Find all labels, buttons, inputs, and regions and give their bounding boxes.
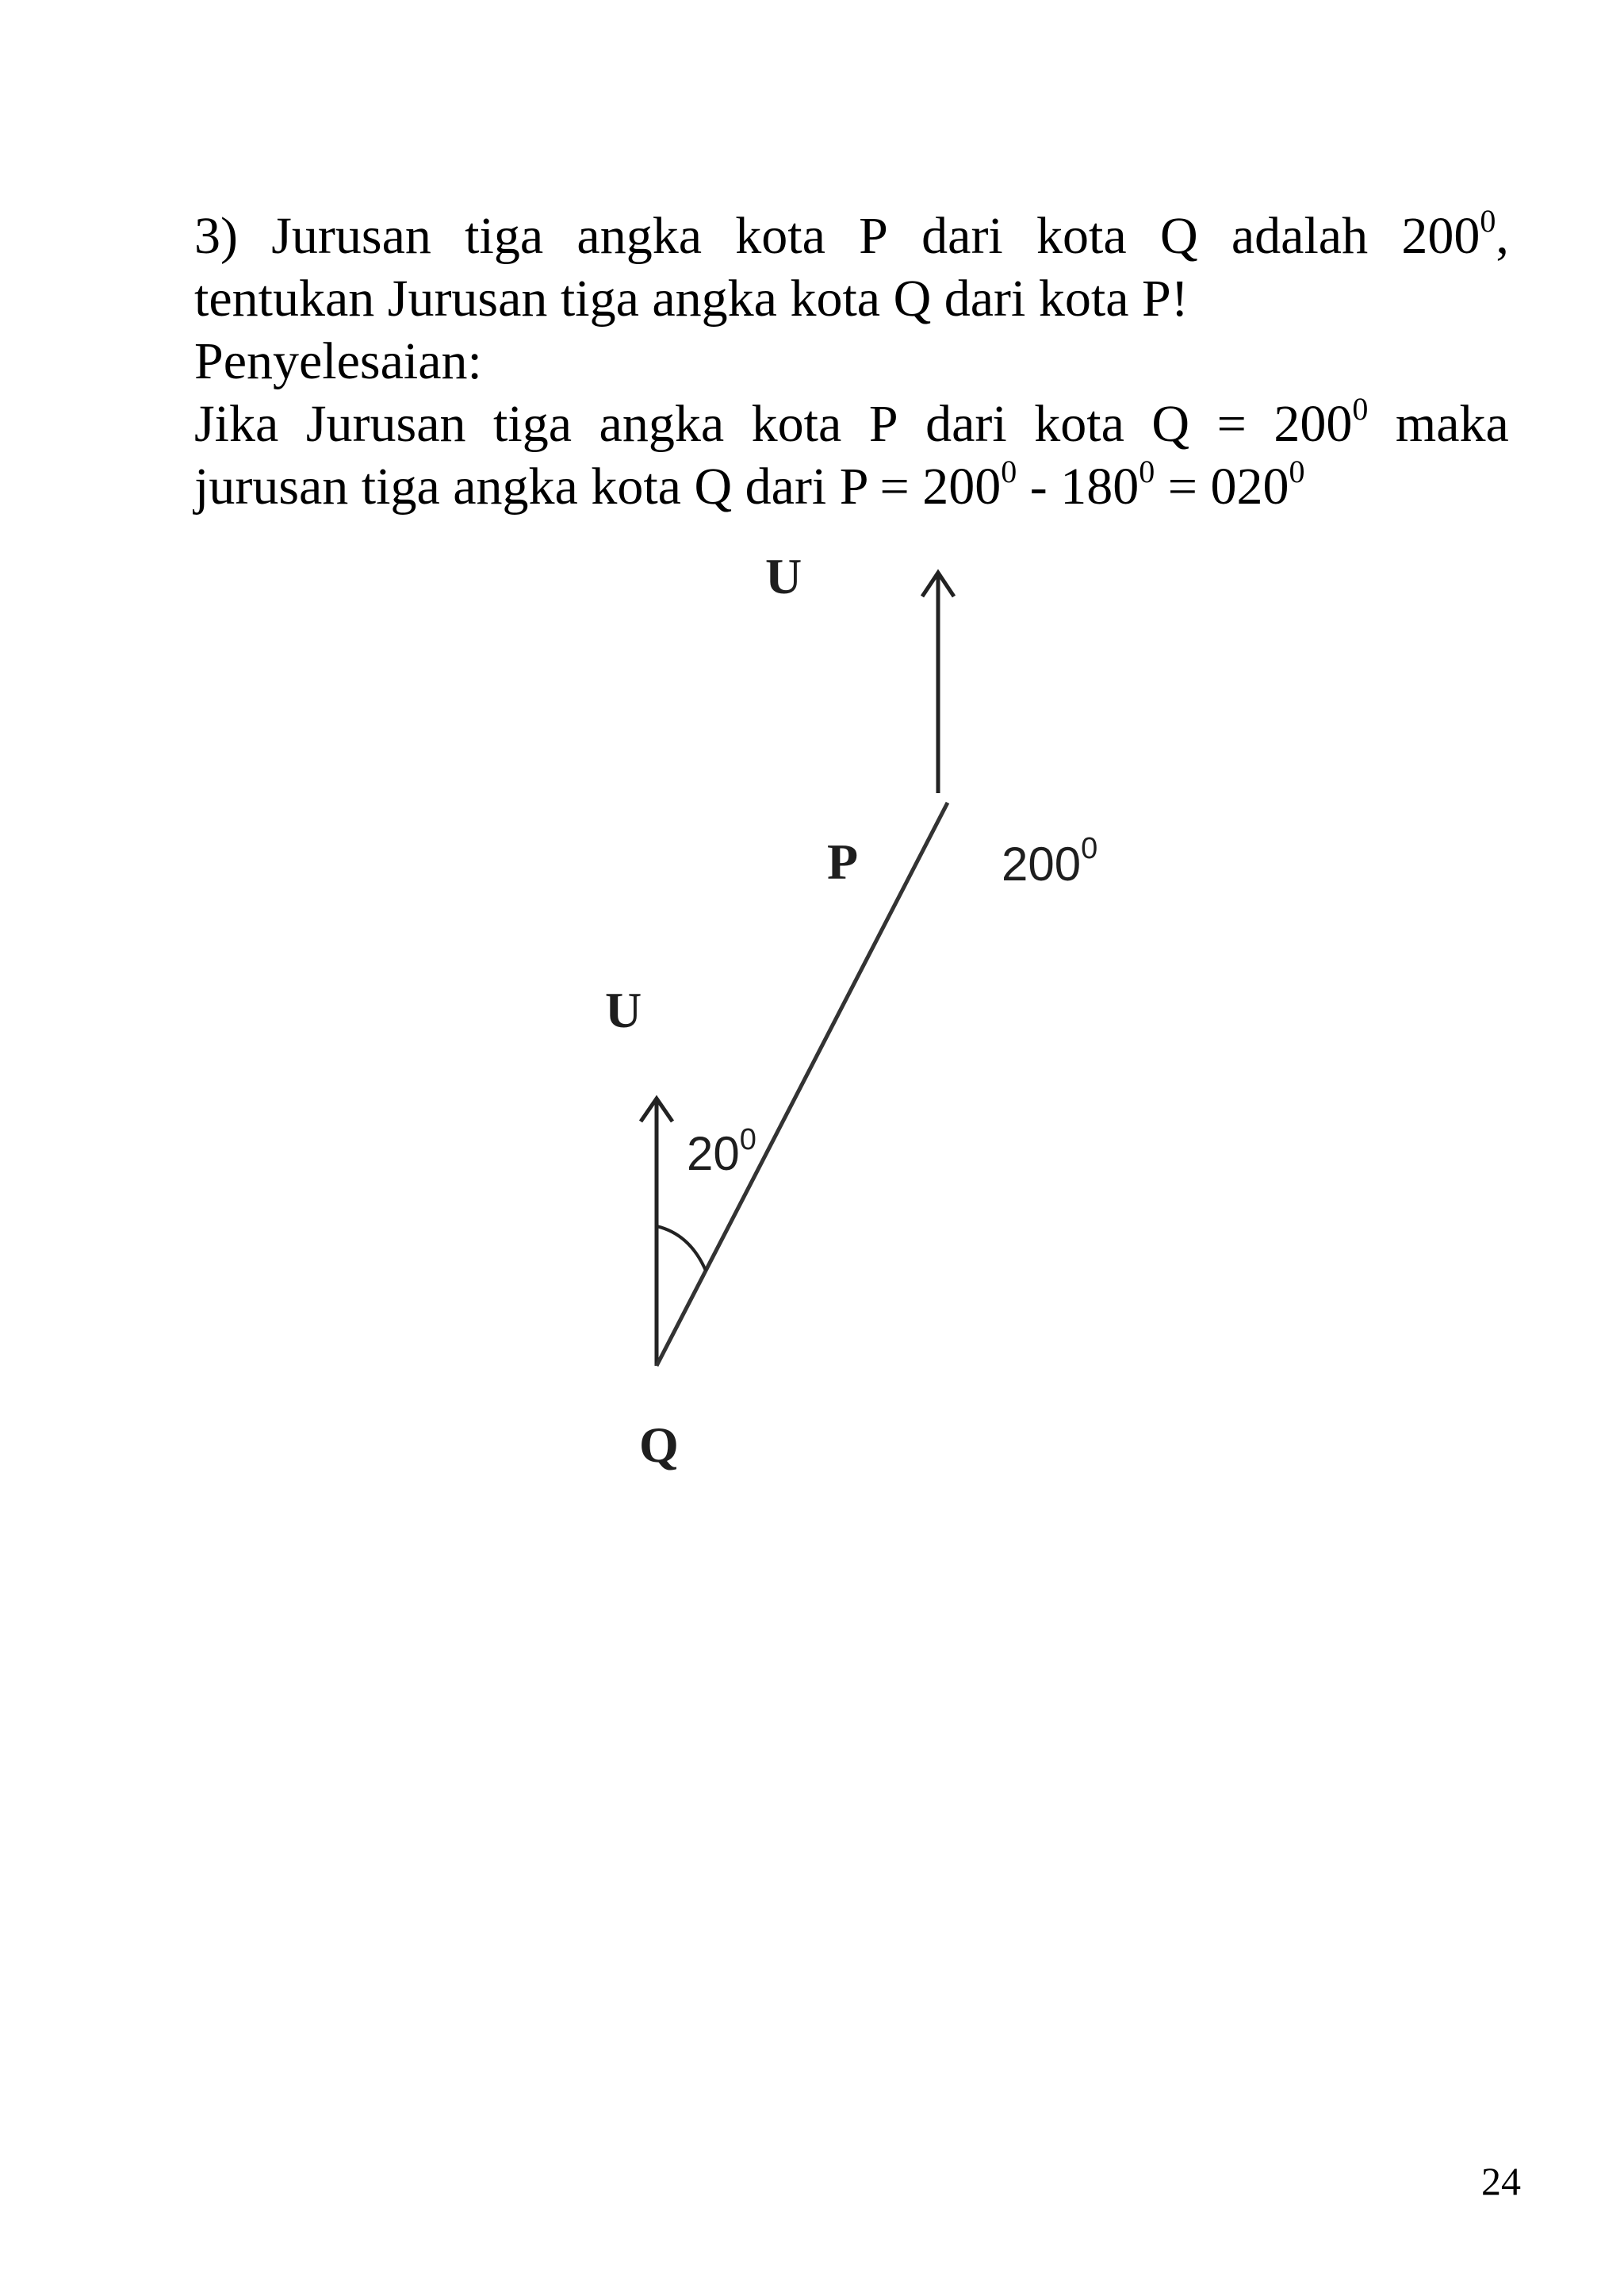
word: Q — [1151, 395, 1190, 453]
degree-sup: 0 — [1139, 454, 1155, 489]
page-number: 24 — [1481, 2159, 1521, 2203]
text: jurusan tiga angka kota Q dari P = 200 — [194, 458, 1002, 516]
word: Jika — [194, 395, 279, 453]
word: adalah — [1231, 207, 1369, 265]
word: tiga — [493, 395, 573, 453]
text: - 180 — [1017, 458, 1139, 516]
punct: , — [1496, 207, 1509, 265]
word: maka — [1395, 395, 1509, 453]
word: = — [1216, 395, 1247, 453]
word: Q — [1159, 207, 1198, 265]
angle-q-value: 20 — [687, 1127, 740, 1180]
north-label-top: U — [765, 548, 802, 604]
word: Jurusan — [271, 207, 431, 265]
word: tiga — [465, 207, 544, 265]
degree-sup: 0 — [1480, 203, 1496, 239]
word: Jurusan — [305, 395, 466, 453]
word: kota — [1034, 395, 1124, 453]
solution-heading: Penyelesaian: — [194, 332, 482, 390]
word: kota — [1036, 207, 1127, 265]
north-label-lower: U — [605, 982, 642, 1038]
word: kota — [735, 207, 825, 265]
line-q-to-p — [657, 803, 948, 1366]
word: P — [868, 395, 898, 453]
word: angka — [576, 207, 702, 265]
word: P — [859, 207, 888, 265]
problem-line-2: tentukan Jurusan tiga angka kota Q dari kota P! — [194, 270, 1189, 328]
bearing-p-sup: 0 — [1081, 832, 1098, 865]
text: = 020 — [1155, 458, 1289, 516]
word: angka — [599, 395, 725, 453]
value: 200 — [1401, 207, 1480, 265]
bearing-p-value: 200 — [1002, 838, 1082, 891]
value: 200 — [1274, 395, 1353, 453]
word: kota — [751, 395, 842, 453]
degree-sup: 0 — [1289, 454, 1305, 489]
degree-sup: 0 — [1352, 391, 1369, 427]
degree-sup: 0 — [1001, 454, 1017, 489]
angle-q-label — [687, 1123, 756, 1180]
bearing-p-label — [1002, 832, 1097, 891]
word: dari — [925, 395, 1007, 453]
point-p-label: P — [827, 834, 859, 890]
point-q-label: Q — [639, 1417, 679, 1473]
angle-q-sup: 0 — [739, 1123, 756, 1156]
angle-arc-q — [657, 1226, 706, 1271]
word: dari — [921, 207, 1003, 265]
word: 3) — [194, 207, 238, 265]
